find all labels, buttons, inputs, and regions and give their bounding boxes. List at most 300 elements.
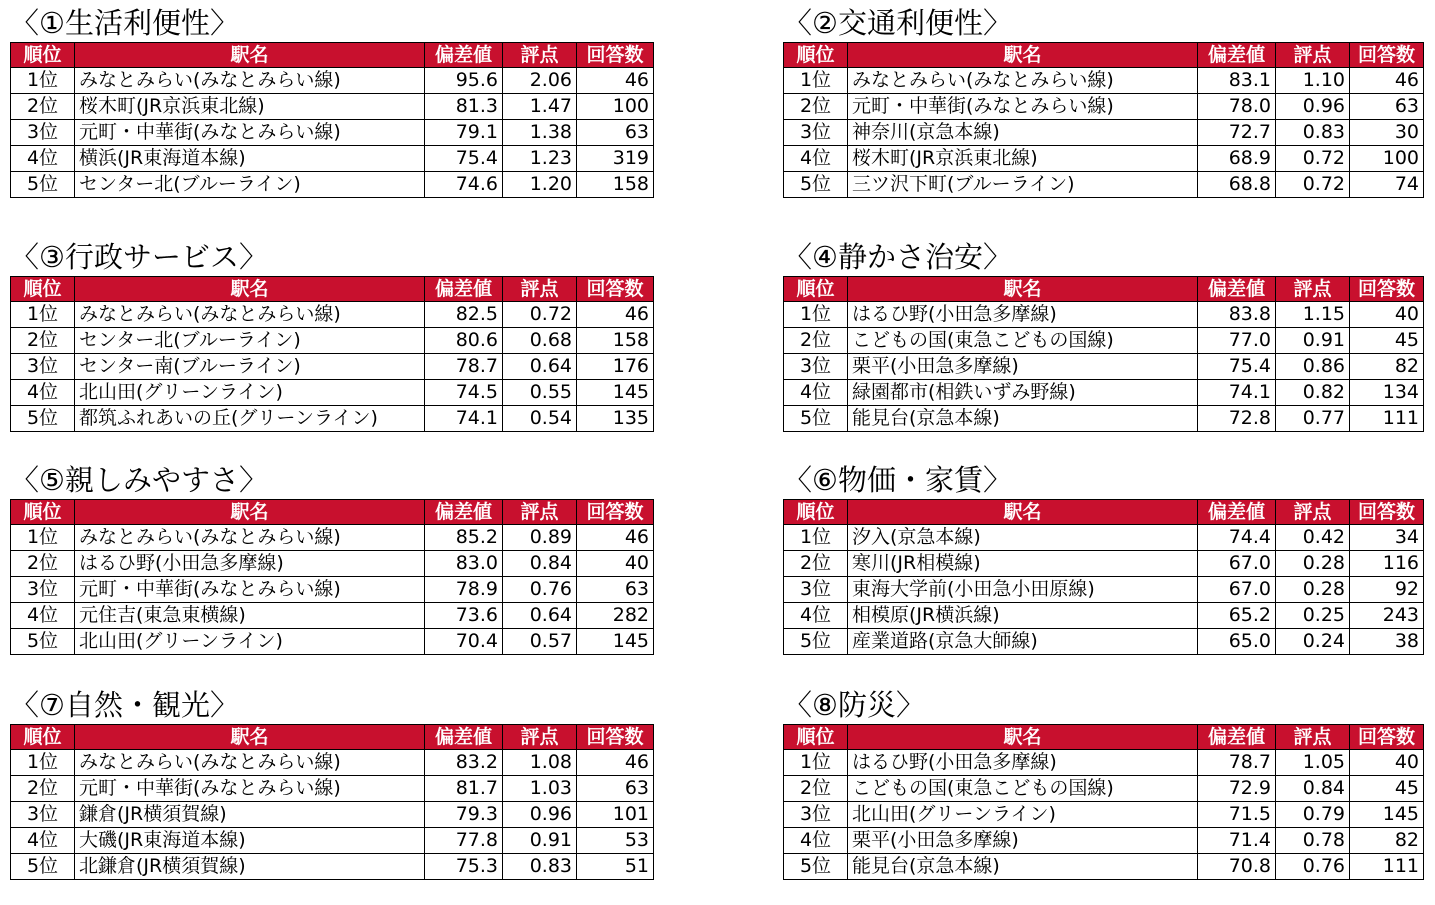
score-cell: 0.78 bbox=[1276, 828, 1350, 854]
table-row bbox=[784, 776, 1424, 802]
responses-cell: 40 bbox=[577, 551, 654, 577]
deviation-cell: 79.3 bbox=[425, 802, 503, 828]
responses-cell: 51 bbox=[577, 854, 654, 880]
score-cell: 0.82 bbox=[1276, 380, 1350, 406]
table-row bbox=[11, 525, 654, 551]
header-deviation: 偏差値 bbox=[1198, 277, 1276, 302]
score-cell: 0.24 bbox=[1276, 629, 1350, 655]
table-row bbox=[11, 354, 654, 380]
header-rank: 順位 bbox=[11, 277, 75, 302]
rank-cell: 5位 bbox=[784, 629, 848, 655]
score-cell: 0.72 bbox=[503, 302, 577, 328]
header-score: 評点 bbox=[1276, 43, 1350, 68]
table-row bbox=[11, 172, 654, 198]
responses-cell: 145 bbox=[577, 629, 654, 655]
header-rank: 順位 bbox=[784, 725, 848, 750]
table-row bbox=[11, 68, 654, 94]
station-cell: 能見台(京急本線) bbox=[848, 406, 1198, 432]
deviation-cell: 79.1 bbox=[425, 120, 503, 146]
table-row bbox=[784, 68, 1424, 94]
table-row bbox=[784, 120, 1424, 146]
deviation-cell: 67.0 bbox=[1198, 551, 1276, 577]
responses-cell: 92 bbox=[1350, 577, 1424, 603]
rank-cell: 4位 bbox=[11, 380, 75, 406]
table-row bbox=[784, 146, 1424, 172]
table-header-row bbox=[11, 725, 654, 750]
deviation-cell: 71.4 bbox=[1198, 828, 1276, 854]
deviation-cell: 95.6 bbox=[425, 68, 503, 94]
responses-cell: 82 bbox=[1350, 354, 1424, 380]
responses-cell: 319 bbox=[577, 146, 654, 172]
table-row bbox=[784, 577, 1424, 603]
score-cell: 0.84 bbox=[503, 551, 577, 577]
station-cell: 元住吉(東急東横線) bbox=[75, 603, 425, 629]
deviation-cell: 68.8 bbox=[1198, 172, 1276, 198]
header-responses: 回答数 bbox=[1350, 277, 1424, 302]
score-cell: 0.57 bbox=[503, 629, 577, 655]
score-cell: 0.28 bbox=[1276, 577, 1350, 603]
score-cell: 0.84 bbox=[1276, 776, 1350, 802]
score-cell: 0.76 bbox=[503, 577, 577, 603]
responses-cell: 100 bbox=[577, 94, 654, 120]
table-header-row bbox=[784, 43, 1424, 68]
rank-cell: 3位 bbox=[784, 802, 848, 828]
table-row bbox=[784, 629, 1424, 655]
station-cell: 栗平(小田急多摩線) bbox=[848, 828, 1198, 854]
responses-cell: 116 bbox=[1350, 551, 1424, 577]
rank-cell: 5位 bbox=[784, 172, 848, 198]
deviation-cell: 72.9 bbox=[1198, 776, 1276, 802]
header-station: 駅名 bbox=[848, 277, 1198, 302]
rank-cell: 1位 bbox=[784, 750, 848, 776]
responses-cell: 46 bbox=[577, 525, 654, 551]
deviation-cell: 68.9 bbox=[1198, 146, 1276, 172]
station-cell: 元町・中華街(みなとみらい線) bbox=[75, 120, 425, 146]
station-cell: 大磯(JR東海道本線) bbox=[75, 828, 425, 854]
table-row bbox=[784, 854, 1424, 880]
section-title: 〈④静かさ治安〉 bbox=[783, 240, 1012, 274]
header-rank: 順位 bbox=[784, 43, 848, 68]
score-cell: 0.79 bbox=[1276, 802, 1350, 828]
deviation-cell: 65.0 bbox=[1198, 629, 1276, 655]
responses-cell: 34 bbox=[1350, 525, 1424, 551]
header-score: 評点 bbox=[503, 725, 577, 750]
ranking-table bbox=[783, 499, 1424, 655]
table-row bbox=[784, 172, 1424, 198]
station-cell: 東海大学前(小田急小田原線) bbox=[848, 577, 1198, 603]
header-deviation: 偏差値 bbox=[425, 500, 503, 525]
score-cell: 0.91 bbox=[1276, 328, 1350, 354]
rank-cell: 3位 bbox=[784, 354, 848, 380]
deviation-cell: 83.1 bbox=[1198, 68, 1276, 94]
header-rank: 順位 bbox=[784, 500, 848, 525]
rank-cell: 5位 bbox=[11, 172, 75, 198]
score-cell: 0.72 bbox=[1276, 172, 1350, 198]
score-cell: 1.03 bbox=[503, 776, 577, 802]
station-cell: 桜木町(JR京浜東北線) bbox=[848, 146, 1198, 172]
responses-cell: 145 bbox=[1350, 802, 1424, 828]
deviation-cell: 72.8 bbox=[1198, 406, 1276, 432]
table-row bbox=[784, 525, 1424, 551]
table-row bbox=[784, 551, 1424, 577]
table-row bbox=[784, 380, 1424, 406]
header-rank: 順位 bbox=[784, 277, 848, 302]
section-title: 〈⑦自然・観光〉 bbox=[10, 688, 239, 722]
station-cell: センター南(ブルーライン) bbox=[75, 354, 425, 380]
rank-cell: 2位 bbox=[11, 328, 75, 354]
responses-cell: 82 bbox=[1350, 828, 1424, 854]
deviation-cell: 74.1 bbox=[1198, 380, 1276, 406]
deviation-cell: 74.6 bbox=[425, 172, 503, 198]
responses-cell: 100 bbox=[1350, 146, 1424, 172]
ranking-table bbox=[10, 42, 654, 198]
station-cell: 元町・中華街(みなとみらい線) bbox=[75, 577, 425, 603]
score-cell: 0.89 bbox=[503, 525, 577, 551]
table-row bbox=[784, 802, 1424, 828]
rank-cell: 4位 bbox=[784, 380, 848, 406]
table-row bbox=[11, 406, 654, 432]
header-responses: 回答数 bbox=[577, 500, 654, 525]
responses-cell: 135 bbox=[577, 406, 654, 432]
responses-cell: 243 bbox=[1350, 603, 1424, 629]
score-cell: 0.68 bbox=[503, 328, 577, 354]
score-cell: 0.91 bbox=[503, 828, 577, 854]
table-row bbox=[784, 750, 1424, 776]
table-row bbox=[11, 776, 654, 802]
score-cell: 0.72 bbox=[1276, 146, 1350, 172]
score-cell: 0.28 bbox=[1276, 551, 1350, 577]
rank-cell: 4位 bbox=[11, 603, 75, 629]
deviation-cell: 80.6 bbox=[425, 328, 503, 354]
deviation-cell: 77.0 bbox=[1198, 328, 1276, 354]
station-cell: みなとみらい(みなとみらい線) bbox=[75, 302, 425, 328]
responses-cell: 101 bbox=[577, 802, 654, 828]
table-row bbox=[11, 750, 654, 776]
table-row bbox=[784, 406, 1424, 432]
ranking-table bbox=[783, 724, 1424, 880]
rank-cell: 2位 bbox=[784, 94, 848, 120]
deviation-cell: 65.2 bbox=[1198, 603, 1276, 629]
deviation-cell: 78.7 bbox=[425, 354, 503, 380]
header-deviation: 偏差値 bbox=[1198, 725, 1276, 750]
table-row bbox=[784, 603, 1424, 629]
rank-cell: 3位 bbox=[784, 577, 848, 603]
deviation-cell: 74.4 bbox=[1198, 525, 1276, 551]
deviation-cell: 83.0 bbox=[425, 551, 503, 577]
table-row bbox=[11, 629, 654, 655]
rank-cell: 1位 bbox=[784, 302, 848, 328]
rank-cell: 1位 bbox=[11, 750, 75, 776]
responses-cell: 46 bbox=[577, 302, 654, 328]
station-cell: 北鎌倉(JR横須賀線) bbox=[75, 854, 425, 880]
table-row bbox=[11, 380, 654, 406]
responses-cell: 158 bbox=[577, 172, 654, 198]
station-cell: 元町・中華街(みなとみらい線) bbox=[848, 94, 1198, 120]
score-cell: 0.96 bbox=[1276, 94, 1350, 120]
rank-cell: 4位 bbox=[784, 146, 848, 172]
score-cell: 0.83 bbox=[1276, 120, 1350, 146]
table-row bbox=[11, 120, 654, 146]
ranking-section-4 bbox=[783, 240, 1424, 432]
score-cell: 1.20 bbox=[503, 172, 577, 198]
score-cell: 1.47 bbox=[503, 94, 577, 120]
table-row bbox=[11, 94, 654, 120]
score-cell: 0.55 bbox=[503, 380, 577, 406]
header-score: 評点 bbox=[1276, 500, 1350, 525]
ranking-section-6 bbox=[783, 463, 1424, 655]
responses-cell: 45 bbox=[1350, 328, 1424, 354]
rank-cell: 3位 bbox=[11, 354, 75, 380]
deviation-cell: 85.2 bbox=[425, 525, 503, 551]
responses-cell: 40 bbox=[1350, 750, 1424, 776]
deviation-cell: 74.1 bbox=[425, 406, 503, 432]
ranking-table bbox=[10, 276, 654, 432]
header-rank: 順位 bbox=[11, 43, 75, 68]
header-deviation: 偏差値 bbox=[425, 277, 503, 302]
responses-cell: 45 bbox=[1350, 776, 1424, 802]
header-rank: 順位 bbox=[11, 500, 75, 525]
responses-cell: 63 bbox=[577, 577, 654, 603]
table-row bbox=[784, 302, 1424, 328]
ranking-table bbox=[10, 499, 654, 655]
rank-cell: 2位 bbox=[784, 776, 848, 802]
rank-cell: 5位 bbox=[784, 406, 848, 432]
rank-cell: 3位 bbox=[11, 120, 75, 146]
responses-cell: 46 bbox=[1350, 68, 1424, 94]
header-score: 評点 bbox=[1276, 725, 1350, 750]
table-row bbox=[11, 854, 654, 880]
header-deviation: 偏差値 bbox=[1198, 500, 1276, 525]
ranking-section-1 bbox=[10, 6, 654, 198]
station-cell: 桜木町(JR京浜東北線) bbox=[75, 94, 425, 120]
ranking-section-8 bbox=[783, 688, 1424, 880]
rank-cell: 1位 bbox=[784, 68, 848, 94]
deviation-cell: 74.5 bbox=[425, 380, 503, 406]
deviation-cell: 73.6 bbox=[425, 603, 503, 629]
responses-cell: 63 bbox=[577, 776, 654, 802]
station-cell: 北山田(グリーンライン) bbox=[848, 802, 1198, 828]
header-score: 評点 bbox=[1276, 277, 1350, 302]
score-cell: 0.64 bbox=[503, 354, 577, 380]
table-row bbox=[11, 328, 654, 354]
deviation-cell: 82.5 bbox=[425, 302, 503, 328]
responses-cell: 46 bbox=[577, 750, 654, 776]
ranking-table bbox=[783, 42, 1424, 198]
deviation-cell: 81.3 bbox=[425, 94, 503, 120]
table-header-row bbox=[11, 43, 654, 68]
responses-cell: 63 bbox=[1350, 94, 1424, 120]
ranking-table bbox=[783, 276, 1424, 432]
table-row bbox=[11, 551, 654, 577]
responses-cell: 74 bbox=[1350, 172, 1424, 198]
station-cell: 北山田(グリーンライン) bbox=[75, 380, 425, 406]
ranking-section-2 bbox=[783, 6, 1424, 198]
score-cell: 1.05 bbox=[1276, 750, 1350, 776]
responses-cell: 53 bbox=[577, 828, 654, 854]
table-header-row bbox=[11, 500, 654, 525]
rank-cell: 2位 bbox=[11, 776, 75, 802]
rank-cell: 2位 bbox=[784, 551, 848, 577]
deviation-cell: 67.0 bbox=[1198, 577, 1276, 603]
section-title: 〈②交通利便性〉 bbox=[783, 6, 1012, 40]
station-cell: こどもの国(東急こどもの国線) bbox=[848, 328, 1198, 354]
deviation-cell: 77.8 bbox=[425, 828, 503, 854]
responses-cell: 30 bbox=[1350, 120, 1424, 146]
score-cell: 0.54 bbox=[503, 406, 577, 432]
score-cell: 0.96 bbox=[503, 802, 577, 828]
station-cell: 三ツ沢下町(ブルーライン) bbox=[848, 172, 1198, 198]
rank-cell: 5位 bbox=[11, 854, 75, 880]
score-cell: 0.76 bbox=[1276, 854, 1350, 880]
deviation-cell: 71.5 bbox=[1198, 802, 1276, 828]
responses-cell: 111 bbox=[1350, 854, 1424, 880]
ranking-section-3 bbox=[10, 240, 654, 432]
score-cell: 0.42 bbox=[1276, 525, 1350, 551]
table-header-row bbox=[784, 500, 1424, 525]
header-responses: 回答数 bbox=[1350, 500, 1424, 525]
deviation-cell: 83.8 bbox=[1198, 302, 1276, 328]
responses-cell: 38 bbox=[1350, 629, 1424, 655]
rank-cell: 3位 bbox=[11, 802, 75, 828]
score-cell: 1.23 bbox=[503, 146, 577, 172]
header-deviation: 偏差値 bbox=[1198, 43, 1276, 68]
ranking-table bbox=[10, 724, 654, 880]
rank-cell: 3位 bbox=[11, 577, 75, 603]
header-rank: 順位 bbox=[11, 725, 75, 750]
table-row bbox=[11, 146, 654, 172]
responses-cell: 282 bbox=[577, 603, 654, 629]
rank-cell: 2位 bbox=[11, 551, 75, 577]
header-station: 駅名 bbox=[848, 500, 1198, 525]
deviation-cell: 72.7 bbox=[1198, 120, 1276, 146]
ranking-section-7 bbox=[10, 688, 654, 880]
station-cell: 北山田(グリーンライン) bbox=[75, 629, 425, 655]
header-score: 評点 bbox=[503, 277, 577, 302]
station-cell: 汐入(京急本線) bbox=[848, 525, 1198, 551]
score-cell: 1.15 bbox=[1276, 302, 1350, 328]
table-row bbox=[11, 577, 654, 603]
station-cell: みなとみらい(みなとみらい線) bbox=[75, 750, 425, 776]
header-responses: 回答数 bbox=[577, 725, 654, 750]
deviation-cell: 75.3 bbox=[425, 854, 503, 880]
responses-cell: 63 bbox=[577, 120, 654, 146]
deviation-cell: 75.4 bbox=[1198, 354, 1276, 380]
section-title: 〈①生活利便性〉 bbox=[10, 6, 239, 40]
table-row bbox=[11, 828, 654, 854]
station-cell: 寒川(JR相模線) bbox=[848, 551, 1198, 577]
score-cell: 1.08 bbox=[503, 750, 577, 776]
station-cell: 能見台(京急本線) bbox=[848, 854, 1198, 880]
header-station: 駅名 bbox=[75, 43, 425, 68]
station-cell: みなとみらい(みなとみらい線) bbox=[848, 68, 1198, 94]
rank-cell: 4位 bbox=[11, 828, 75, 854]
rank-cell: 1位 bbox=[11, 525, 75, 551]
score-cell: 0.86 bbox=[1276, 354, 1350, 380]
table-row bbox=[784, 828, 1424, 854]
table-row bbox=[784, 354, 1424, 380]
rank-cell: 1位 bbox=[11, 302, 75, 328]
deviation-cell: 75.4 bbox=[425, 146, 503, 172]
responses-cell: 145 bbox=[577, 380, 654, 406]
header-responses: 回答数 bbox=[577, 43, 654, 68]
header-station: 駅名 bbox=[75, 277, 425, 302]
score-cell: 0.77 bbox=[1276, 406, 1350, 432]
deviation-cell: 78.9 bbox=[425, 577, 503, 603]
responses-cell: 46 bbox=[577, 68, 654, 94]
header-responses: 回答数 bbox=[577, 277, 654, 302]
rank-cell: 4位 bbox=[11, 146, 75, 172]
section-title: 〈⑥物価・家賃〉 bbox=[783, 463, 1012, 497]
header-deviation: 偏差値 bbox=[425, 43, 503, 68]
rank-cell: 5位 bbox=[11, 629, 75, 655]
station-cell: 横浜(JR東海道本線) bbox=[75, 146, 425, 172]
table-header-row bbox=[784, 277, 1424, 302]
responses-cell: 158 bbox=[577, 328, 654, 354]
header-station: 駅名 bbox=[75, 500, 425, 525]
rank-cell: 2位 bbox=[784, 328, 848, 354]
header-station: 駅名 bbox=[75, 725, 425, 750]
header-station: 駅名 bbox=[848, 43, 1198, 68]
rank-cell: 4位 bbox=[784, 603, 848, 629]
score-cell: 0.64 bbox=[503, 603, 577, 629]
station-cell: みなとみらい(みなとみらい線) bbox=[75, 525, 425, 551]
table-row bbox=[11, 302, 654, 328]
table-header-row bbox=[11, 277, 654, 302]
station-cell: 相模原(JR横浜線) bbox=[848, 603, 1198, 629]
responses-cell: 134 bbox=[1350, 380, 1424, 406]
rank-cell: 2位 bbox=[11, 94, 75, 120]
rank-cell: 3位 bbox=[784, 120, 848, 146]
table-row bbox=[784, 328, 1424, 354]
station-cell: 栗平(小田急多摩線) bbox=[848, 354, 1198, 380]
responses-cell: 40 bbox=[1350, 302, 1424, 328]
station-cell: センター北(ブルーライン) bbox=[75, 172, 425, 198]
station-cell: はるひ野(小田急多摩線) bbox=[75, 551, 425, 577]
station-cell: こどもの国(東急こどもの国線) bbox=[848, 776, 1198, 802]
section-title: 〈③行政サービス〉 bbox=[10, 240, 268, 274]
deviation-cell: 83.2 bbox=[425, 750, 503, 776]
section-title: 〈⑤親しみやすさ〉 bbox=[10, 463, 268, 497]
deviation-cell: 70.4 bbox=[425, 629, 503, 655]
station-cell: 鎌倉(JR横須賀線) bbox=[75, 802, 425, 828]
station-cell: 神奈川(京急本線) bbox=[848, 120, 1198, 146]
table-row bbox=[784, 94, 1424, 120]
station-cell: はるひ野(小田急多摩線) bbox=[848, 750, 1198, 776]
table-row bbox=[11, 802, 654, 828]
station-cell: みなとみらい(みなとみらい線) bbox=[75, 68, 425, 94]
header-responses: 回答数 bbox=[1350, 43, 1424, 68]
station-cell: 都筑ふれあいの丘(グリーンライン) bbox=[75, 406, 425, 432]
section-title: 〈⑧防災〉 bbox=[783, 688, 925, 722]
responses-cell: 111 bbox=[1350, 406, 1424, 432]
station-cell: 元町・中華街(みなとみらい線) bbox=[75, 776, 425, 802]
station-cell: はるひ野(小田急多摩線) bbox=[848, 302, 1198, 328]
score-cell: 1.10 bbox=[1276, 68, 1350, 94]
rank-cell: 1位 bbox=[784, 525, 848, 551]
header-score: 評点 bbox=[503, 43, 577, 68]
score-cell: 1.38 bbox=[503, 120, 577, 146]
rank-cell: 5位 bbox=[784, 854, 848, 880]
header-deviation: 偏差値 bbox=[425, 725, 503, 750]
station-cell: 産業道路(京急大師線) bbox=[848, 629, 1198, 655]
station-cell: センター北(ブルーライン) bbox=[75, 328, 425, 354]
rank-cell: 1位 bbox=[11, 68, 75, 94]
rank-cell: 5位 bbox=[11, 406, 75, 432]
deviation-cell: 70.8 bbox=[1198, 854, 1276, 880]
score-cell: 0.83 bbox=[503, 854, 577, 880]
ranking-section-5 bbox=[10, 463, 654, 655]
score-cell: 0.25 bbox=[1276, 603, 1350, 629]
